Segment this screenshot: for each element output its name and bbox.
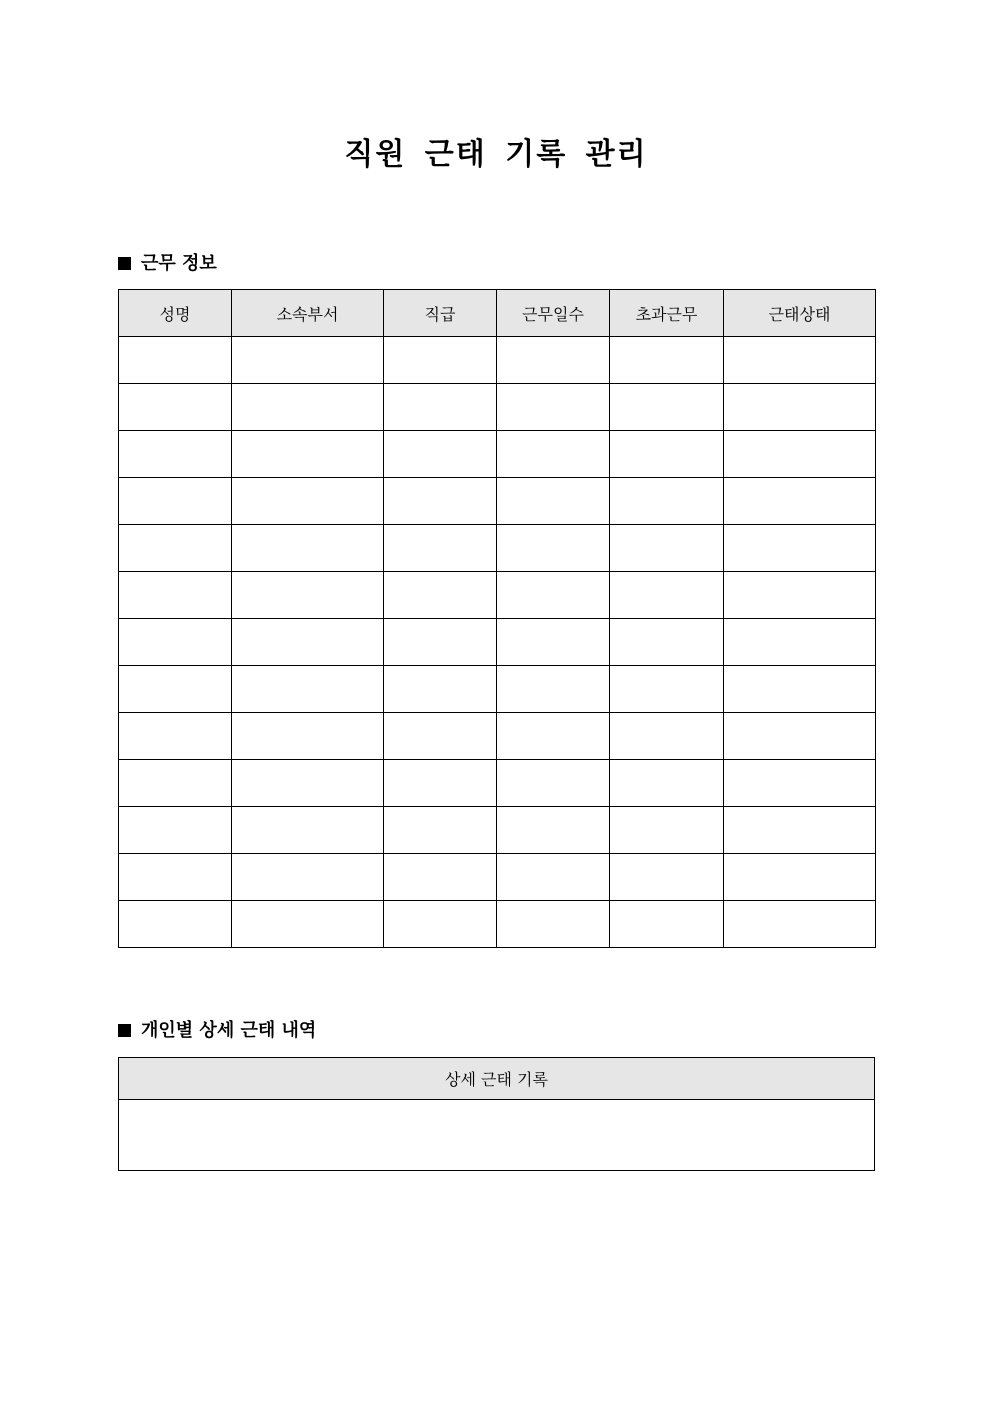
table-cell[interactable] (232, 478, 384, 525)
table-cell[interactable] (119, 666, 232, 713)
table-cell[interactable] (497, 666, 610, 713)
table-cell[interactable] (232, 525, 384, 572)
table-cell[interactable] (119, 384, 232, 431)
table-cell[interactable] (384, 807, 497, 854)
table-cell[interactable] (610, 854, 724, 901)
table-cell[interactable] (724, 337, 876, 384)
table-cell[interactable] (610, 666, 724, 713)
section-heading-label: 근무 정보 (141, 253, 217, 274)
table-row (119, 760, 876, 807)
table-cell[interactable] (497, 337, 610, 384)
table-row (119, 431, 876, 478)
square-bullet-icon (118, 257, 131, 270)
table-cell[interactable] (119, 478, 232, 525)
section-heading-detail (118, 1018, 316, 1044)
column-header-attendance-status: 근태상태 (724, 290, 876, 337)
table-cell[interactable] (119, 525, 232, 572)
table-cell[interactable] (610, 760, 724, 807)
table-cell[interactable] (497, 525, 610, 572)
table-cell[interactable] (119, 901, 232, 948)
table-cell[interactable] (724, 666, 876, 713)
table-cell[interactable] (384, 619, 497, 666)
table-cell[interactable] (232, 807, 384, 854)
table-cell[interactable] (497, 760, 610, 807)
table-cell[interactable] (384, 478, 497, 525)
table-cell[interactable] (119, 713, 232, 760)
table-cell[interactable] (232, 854, 384, 901)
table-row (119, 1100, 875, 1171)
table-cell[interactable] (497, 807, 610, 854)
table-cell[interactable] (384, 431, 497, 478)
table-cell[interactable] (724, 713, 876, 760)
table-cell[interactable] (724, 854, 876, 901)
table-cell[interactable] (724, 431, 876, 478)
table-header-row (119, 1058, 875, 1100)
table-cell[interactable] (384, 337, 497, 384)
table-cell[interactable] (610, 525, 724, 572)
column-header-position: 직급 (384, 290, 497, 337)
table-cell[interactable] (232, 760, 384, 807)
table-row (119, 337, 876, 384)
table-row (119, 478, 876, 525)
column-header-overtime: 초과근무 (610, 290, 724, 337)
table-cell[interactable] (724, 572, 876, 619)
column-header-department: 소속부서 (232, 290, 384, 337)
column-header-work-days: 근무일수 (497, 290, 610, 337)
table-cell[interactable] (232, 901, 384, 948)
section-heading-work-info (118, 251, 217, 277)
work-info-table (118, 289, 876, 948)
table-cell[interactable] (497, 619, 610, 666)
table-cell[interactable] (610, 572, 724, 619)
table-row (119, 525, 876, 572)
table-cell[interactable] (119, 854, 232, 901)
table-cell[interactable] (610, 807, 724, 854)
table-cell[interactable] (610, 619, 724, 666)
table-cell[interactable] (384, 525, 497, 572)
table-cell[interactable] (610, 337, 724, 384)
table-cell[interactable] (232, 666, 384, 713)
table-cell[interactable] (610, 901, 724, 948)
table-cell[interactable] (232, 431, 384, 478)
table-cell[interactable] (610, 713, 724, 760)
table-cell[interactable] (724, 760, 876, 807)
table-cell[interactable] (610, 478, 724, 525)
table-cell[interactable] (497, 854, 610, 901)
square-bullet-icon (118, 1024, 131, 1037)
page-title: 직원 근태 기록 관리 (344, 137, 648, 172)
table-cell[interactable] (724, 619, 876, 666)
table-cell[interactable] (232, 713, 384, 760)
table-cell[interactable] (119, 431, 232, 478)
table-row (119, 572, 876, 619)
detail-header: 상세 근태 기록 (119, 1058, 875, 1100)
section-heading-label: 개인별 상세 근태 내역 (141, 1020, 317, 1041)
table-row (119, 854, 876, 901)
table-cell[interactable] (384, 384, 497, 431)
table-cell[interactable] (119, 619, 232, 666)
table-cell[interactable] (724, 478, 876, 525)
table-cell[interactable] (724, 384, 876, 431)
table-cell[interactable] (497, 431, 610, 478)
table-cell[interactable] (384, 760, 497, 807)
table-cell[interactable] (384, 572, 497, 619)
table-cell[interactable] (497, 572, 610, 619)
table-cell[interactable] (497, 384, 610, 431)
table-cell[interactable] (232, 572, 384, 619)
table-cell[interactable] (610, 431, 724, 478)
table-cell[interactable] (497, 478, 610, 525)
table-cell[interactable] (384, 713, 497, 760)
detail-record-cell[interactable] (119, 1100, 875, 1171)
table-cell[interactable] (232, 384, 384, 431)
table-header-row (119, 290, 876, 337)
table-cell[interactable] (232, 337, 384, 384)
table-cell[interactable] (724, 807, 876, 854)
table-cell[interactable] (384, 854, 497, 901)
table-cell[interactable] (119, 572, 232, 619)
table-cell[interactable] (232, 619, 384, 666)
table-cell[interactable] (384, 901, 497, 948)
table-row (119, 619, 876, 666)
table-cell[interactable] (724, 525, 876, 572)
table-cell[interactable] (724, 901, 876, 948)
table-row (119, 901, 876, 948)
table-cell[interactable] (119, 807, 232, 854)
table-row (119, 666, 876, 713)
column-header-name: 성명 (119, 290, 232, 337)
table-cell[interactable] (497, 901, 610, 948)
detail-record-table (118, 1057, 875, 1171)
table-cell[interactable] (119, 760, 232, 807)
table-cell[interactable] (497, 713, 610, 760)
table-row (119, 713, 876, 760)
table-cell[interactable] (610, 384, 724, 431)
table-cell[interactable] (119, 337, 232, 384)
table-row (119, 384, 876, 431)
table-row (119, 807, 876, 854)
table-cell[interactable] (384, 666, 497, 713)
